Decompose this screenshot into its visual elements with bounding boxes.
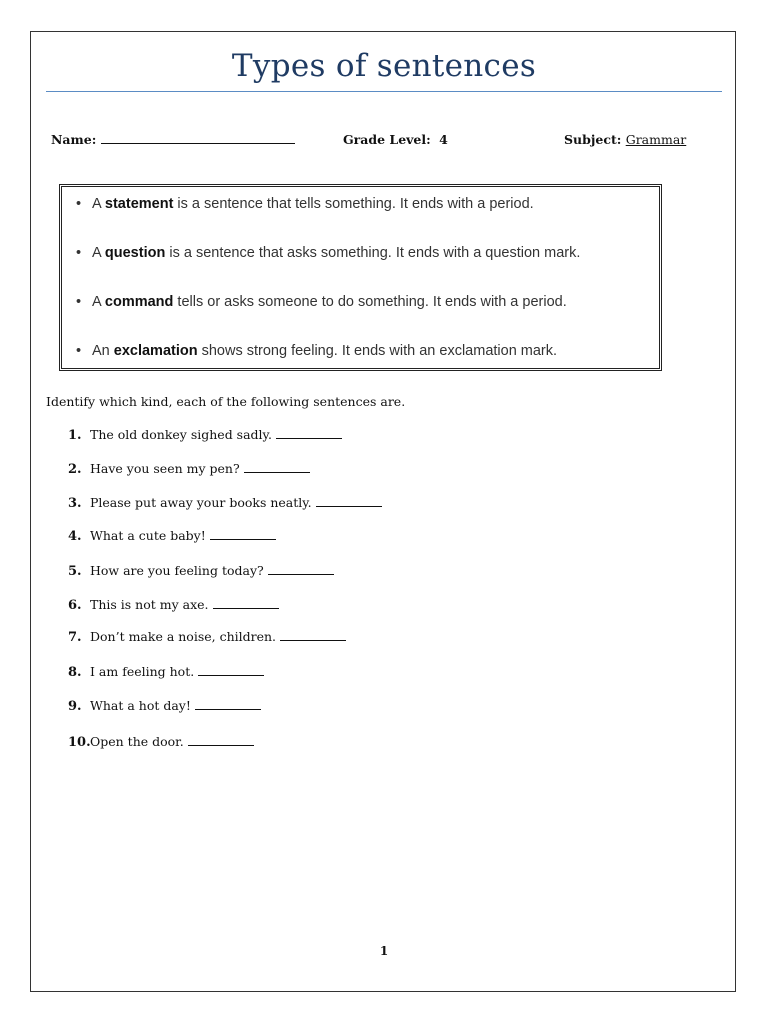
question-text: Have you seen my pen? [90, 461, 240, 476]
definition-text: is a sentence that tells something. It ends with a period. [173, 196, 534, 212]
question-number: 4. [68, 529, 82, 544]
definition-command [76, 294, 567, 310]
grade-level [343, 132, 448, 147]
question-number: 2. [68, 462, 82, 477]
answer-blank[interactable] [276, 428, 342, 439]
answer-blank[interactable] [280, 630, 346, 641]
question-item [68, 461, 310, 477]
answer-blank[interactable] [195, 699, 261, 710]
definition-prefix: A [92, 294, 105, 310]
name-blank-line[interactable] [101, 143, 295, 144]
question-item [68, 427, 342, 443]
question-item [68, 629, 346, 645]
answer-blank[interactable] [210, 529, 276, 540]
instructions: Identify which kind, each of the following sentences are. [46, 394, 406, 409]
answer-blank[interactable] [268, 564, 334, 575]
name-field[interactable] [51, 132, 295, 147]
subject-value: Grammar [625, 132, 687, 147]
question-item [68, 664, 264, 680]
definition-statement [76, 196, 534, 212]
answer-blank[interactable] [213, 598, 279, 609]
question-text: How are you feeling today? [90, 563, 264, 578]
answer-blank[interactable] [316, 496, 382, 507]
title-divider [46, 91, 722, 92]
question-item [68, 734, 254, 750]
definition-term: exclamation [113, 343, 198, 359]
definitions-box [59, 184, 662, 371]
question-item [68, 528, 276, 544]
bullet: • [76, 294, 82, 310]
definition-term: command [104, 294, 174, 310]
definition-prefix: An [92, 343, 114, 359]
definition-exclamation [76, 343, 557, 359]
question-number: 8. [68, 665, 82, 680]
page-number: 1 [379, 944, 389, 958]
page-title: Types of sentences [231, 48, 537, 84]
subject-label: Subject: [564, 132, 622, 147]
question-number: 3. [68, 496, 82, 511]
subject [564, 132, 686, 147]
question-text: What a cute baby! [90, 528, 206, 543]
definition-text: tells or asks someone to do something. It ends with a period. [173, 294, 567, 310]
question-number: 7. [68, 630, 82, 645]
grade-label: Grade Level: [343, 132, 431, 147]
page-border [30, 31, 736, 992]
question-text: What a hot day! [90, 698, 191, 713]
question-text: Open the door. [90, 734, 184, 749]
definition-text: is a sentence that asks something. It ends with a question mark. [165, 245, 581, 261]
question-item [68, 563, 334, 579]
answer-blank[interactable] [244, 462, 310, 473]
definition-text: shows strong feeling. It ends with an exclamation mark. [197, 343, 558, 359]
question-number: 9. [68, 699, 82, 714]
definition-question [76, 245, 580, 261]
bullet: • [76, 196, 82, 212]
answer-blank[interactable] [188, 735, 254, 746]
bullet: • [76, 343, 82, 359]
question-text: This is not my axe. [90, 597, 209, 612]
grade-value: 4 [439, 132, 448, 147]
question-number: 10. [68, 735, 91, 750]
bullet: • [76, 245, 82, 261]
definition-term: question [104, 245, 166, 261]
definition-term: statement [104, 196, 174, 212]
question-text: I am feeling hot. [90, 664, 195, 679]
definition-prefix: A [92, 196, 105, 212]
question-item [68, 597, 279, 613]
question-number: 6. [68, 598, 82, 613]
question-number: 1. [68, 428, 82, 443]
question-item [68, 495, 382, 511]
question-text: The old donkey sighed sadly. [90, 427, 272, 442]
definition-prefix: A [92, 245, 105, 261]
question-item [68, 698, 261, 714]
question-number: 5. [68, 564, 82, 579]
answer-blank[interactable] [198, 665, 264, 676]
name-label: Name: [51, 132, 97, 147]
question-text: Please put away your books neatly. [90, 495, 312, 510]
question-text: Don’t make a noise, children. [90, 629, 277, 644]
